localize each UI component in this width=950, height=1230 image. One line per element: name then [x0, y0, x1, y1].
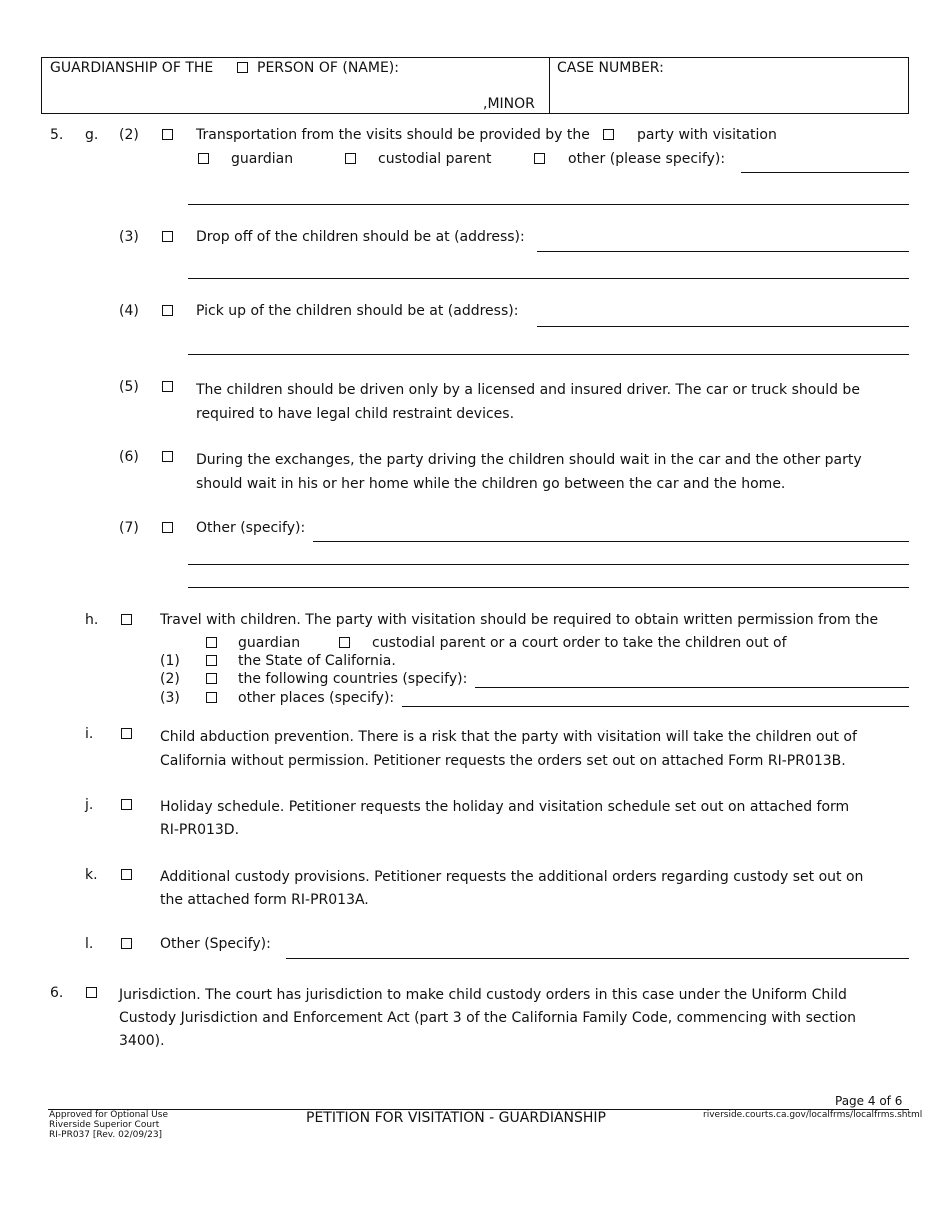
party-visitation-label: party with visitation — [637, 127, 777, 143]
section5-number: 5. — [50, 127, 64, 143]
item-k-checkbox[interactable] — [121, 869, 132, 880]
approved-line-3: RI-PR037 [Rev. 02/09/23] — [49, 1130, 163, 1140]
item-i-text: Child abduction prevention. There is a risk that the party with visitation will take the children out of California without permission. Petitioner requests the orders set out on attached Form RI-PR013B. — [160, 729, 857, 769]
item-g6-text: During the exchanges, the party driving the children should wait in the car and the other party should wait in his or her home while the children go between the car and the home. — [196, 452, 862, 492]
item-l-text: Other (Specify): — [160, 936, 271, 952]
h-sub3-checkbox[interactable] — [206, 692, 217, 703]
person-of-label: PERSON OF (NAME): — [257, 60, 399, 76]
item-g2-checkbox[interactable] — [162, 129, 173, 140]
item-k-text: Additional custody provisions. Petitioner requests the additional orders regarding custody set out on the attached form RI-PR013A. — [160, 869, 864, 908]
item-g7-num: (7) — [119, 520, 139, 536]
other-specify-line[interactable] — [741, 172, 909, 173]
item-g7-text: Other (specify): — [196, 520, 306, 536]
h-sub1-text: the State of California. — [238, 653, 396, 669]
item-j-text: Holiday schedule. Petitioner requests the holiday and visitation schedule set out on attached form RI-PR013D. — [160, 799, 850, 838]
item-g-letter: g. — [85, 127, 99, 143]
item-k-letter: k. — [85, 867, 98, 883]
h-sub1-checkbox[interactable] — [206, 655, 217, 666]
custodial-parent-label: custodial parent — [378, 151, 492, 167]
approved-line-1: Approved for Optional Use — [49, 1110, 168, 1120]
item-g4-text: Pick up of the children should be at (address): — [196, 303, 519, 319]
pickup-address-line[interactable] — [537, 326, 909, 327]
pickup-address-line-2[interactable] — [188, 354, 909, 355]
item-g3-num: (3) — [119, 229, 139, 245]
item-g3-text: Drop off of the children should be at (address): — [196, 229, 525, 245]
item-g5-text: The children should be driven only by a licensed and insured driver. The car or truck should be required to have legal child restraint devices. — [196, 382, 860, 422]
minor-label: ,MINOR — [483, 96, 535, 112]
other-g7-line-3[interactable] — [188, 587, 909, 588]
other-specify-line-2[interactable] — [188, 204, 909, 205]
item-g6-num: (6) — [119, 449, 139, 465]
h-custodial-checkbox[interactable] — [339, 637, 350, 648]
item-h-checkbox[interactable] — [121, 614, 132, 625]
dropoff-address-line-2[interactable] — [188, 278, 909, 279]
item-g7-checkbox[interactable] — [162, 522, 173, 533]
item-g5-num: (5) — [119, 379, 139, 395]
other-label: other (please specify): — [568, 151, 726, 167]
other-g7-line-2[interactable] — [188, 564, 909, 565]
section6-text: Jurisdiction. The court has jurisdiction to make child custody orders in this case under the Uniform Child Custody Jurisdiction and Enforcement Act (part 3 of the California Family Code, commencing with section 3400). — [119, 987, 857, 1049]
h-sub2-num: (2) — [160, 671, 180, 687]
h-sub2-text: the following countries (specify): — [238, 671, 468, 687]
h-sub3-text: other places (specify): — [238, 690, 395, 706]
item-g4-checkbox[interactable] — [162, 305, 173, 316]
item-l-checkbox[interactable] — [121, 938, 132, 949]
h-guardian-label: guardian — [238, 635, 301, 651]
item-g3-checkbox[interactable] — [162, 231, 173, 242]
other-l-line[interactable] — [286, 958, 909, 959]
item-l-letter: l. — [85, 936, 94, 952]
item-i-checkbox[interactable] — [121, 728, 132, 739]
guardianship-label: GUARDIANSHIP OF THE — [50, 60, 214, 76]
item-g6-checkbox[interactable] — [162, 451, 173, 462]
guardian-label: guardian — [231, 151, 294, 167]
section6-number: 6. — [50, 985, 64, 1001]
party-visitation-checkbox[interactable] — [603, 129, 614, 140]
form-title: PETITION FOR VISITATION - GUARDIANSHIP — [306, 1110, 606, 1126]
item-h-letter: h. — [85, 612, 99, 628]
case-number-label: CASE NUMBER: — [557, 60, 664, 76]
item-g2-num: (2) — [119, 127, 139, 143]
item-j-checkbox[interactable] — [121, 799, 132, 810]
h-custodial-label: custodial parent or a court order to take the children out of — [372, 635, 787, 651]
h-sub1-num: (1) — [160, 653, 180, 669]
other-g7-line[interactable] — [313, 541, 909, 542]
h-sub2-checkbox[interactable] — [206, 673, 217, 684]
header-divider — [549, 57, 550, 114]
item-g5-checkbox[interactable] — [162, 381, 173, 392]
page-number: Page 4 of 6 — [835, 1094, 903, 1108]
guardian-checkbox[interactable] — [198, 153, 209, 164]
h-guardian-checkbox[interactable] — [206, 637, 217, 648]
item-i-letter: i. — [85, 726, 94, 742]
other-checkbox[interactable] — [534, 153, 545, 164]
person-checkbox[interactable] — [237, 62, 248, 73]
custodial-parent-checkbox[interactable] — [345, 153, 356, 164]
dropoff-address-line[interactable] — [537, 251, 909, 252]
countries-line[interactable] — [475, 687, 909, 688]
item-j-letter: j. — [85, 797, 94, 813]
h-sub3-num: (3) — [160, 690, 180, 706]
footer-url[interactable]: riverside.courts.ca.gov/localfrms/localfrms.shtml — [703, 1110, 923, 1120]
item-h-text: Travel with children. The party with visitation should be required to obtain written permission from the — [160, 612, 879, 628]
section6-checkbox[interactable] — [86, 987, 97, 998]
other-places-line[interactable] — [402, 706, 909, 707]
item-g4-num: (4) — [119, 303, 139, 319]
approved-line-2: Riverside Superior Court — [49, 1120, 160, 1130]
item-g2-text: Transportation from the visits should be provided by the — [196, 127, 590, 143]
